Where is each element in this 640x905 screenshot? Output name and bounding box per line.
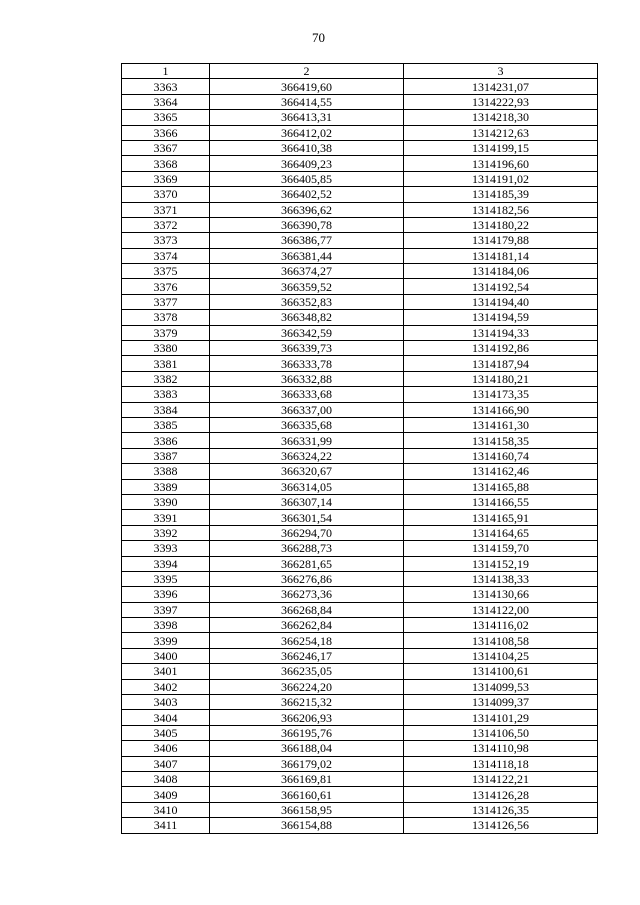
table-row: [122, 787, 598, 802]
cell-x-coordinate: 366333,78: [210, 356, 404, 371]
cell-y-coordinate: 1314185,39: [404, 187, 598, 202]
table-body: [122, 79, 598, 833]
cell-x-coordinate: 366276,86: [210, 571, 404, 586]
cell-point-number: 3387: [122, 448, 210, 463]
cell-y-coordinate: 1314194,40: [404, 294, 598, 309]
cell-point-number: 3382: [122, 371, 210, 386]
cell-x-coordinate: 366307,14: [210, 494, 404, 509]
cell-x-coordinate: 366281,65: [210, 556, 404, 571]
cell-x-coordinate: 366405,85: [210, 171, 404, 186]
cell-point-number: 3393: [122, 541, 210, 556]
cell-x-coordinate: 366337,00: [210, 402, 404, 417]
cell-point-number: 3375: [122, 264, 210, 279]
table-row: [122, 802, 598, 817]
cell-y-coordinate: 1314187,94: [404, 356, 598, 371]
table-row: [122, 94, 598, 109]
cell-point-number: 3371: [122, 202, 210, 217]
cell-y-coordinate: 1314138,33: [404, 571, 598, 586]
table-row: [122, 264, 598, 279]
cell-point-number: 3363: [122, 79, 210, 94]
cell-y-coordinate: 1314158,35: [404, 433, 598, 448]
cell-y-coordinate: 1314100,61: [404, 664, 598, 679]
table-row: [122, 725, 598, 740]
cell-y-coordinate: 1314179,88: [404, 233, 598, 248]
cell-x-coordinate: 366332,88: [210, 371, 404, 386]
cell-x-coordinate: 366324,22: [210, 448, 404, 463]
table-header-row: [122, 64, 598, 79]
table-row: [122, 417, 598, 432]
page-number-container: [0, 31, 640, 45]
table-row: [122, 433, 598, 448]
cell-point-number: 3384: [122, 402, 210, 417]
cell-x-coordinate: 366314,05: [210, 479, 404, 494]
cell-y-coordinate: 1314165,88: [404, 479, 598, 494]
table-row: [122, 110, 598, 125]
cell-x-coordinate: 366396,62: [210, 202, 404, 217]
cell-point-number: 3380: [122, 341, 210, 356]
cell-point-number: 3406: [122, 741, 210, 756]
cell-point-number: 3401: [122, 664, 210, 679]
cell-point-number: 3385: [122, 417, 210, 432]
table-row: [122, 341, 598, 356]
cell-point-number: 3381: [122, 356, 210, 371]
cell-x-coordinate: 366390,78: [210, 217, 404, 232]
cell-y-coordinate: 1314166,90: [404, 402, 598, 417]
table-row: [122, 371, 598, 386]
cell-x-coordinate: 366179,02: [210, 756, 404, 771]
cell-point-number: 3366: [122, 125, 210, 140]
cell-point-number: 3402: [122, 679, 210, 694]
cell-point-number: 3399: [122, 633, 210, 648]
table-row: [122, 510, 598, 525]
table-header: [122, 64, 598, 79]
table-row: [122, 571, 598, 586]
cell-x-coordinate: 366359,52: [210, 279, 404, 294]
cell-point-number: 3408: [122, 771, 210, 786]
table-row: [122, 140, 598, 155]
cell-x-coordinate: 366288,73: [210, 541, 404, 556]
cell-x-coordinate: 366381,44: [210, 248, 404, 263]
cell-y-coordinate: 1314191,02: [404, 171, 598, 186]
cell-x-coordinate: 366246,17: [210, 648, 404, 663]
cell-point-number: 3377: [122, 294, 210, 309]
table-row: [122, 679, 598, 694]
cell-y-coordinate: 1314180,22: [404, 217, 598, 232]
table-row: [122, 648, 598, 663]
cell-y-coordinate: 1314126,56: [404, 818, 598, 833]
cell-x-coordinate: 366215,32: [210, 695, 404, 710]
cell-x-coordinate: 366331,99: [210, 433, 404, 448]
cell-y-coordinate: 1314166,55: [404, 494, 598, 509]
cell-y-coordinate: 1314164,65: [404, 525, 598, 540]
cell-point-number: 3368: [122, 156, 210, 171]
cell-y-coordinate: 1314162,46: [404, 464, 598, 479]
table-row: [122, 664, 598, 679]
header-cell-x-coordinate: 2: [210, 64, 404, 79]
header-cell-y-coordinate: 3: [404, 64, 598, 79]
table-row: [122, 325, 598, 340]
cell-x-coordinate: 366160,61: [210, 787, 404, 802]
table-row: [122, 587, 598, 602]
cell-point-number: 3392: [122, 525, 210, 540]
cell-x-coordinate: 366374,27: [210, 264, 404, 279]
cell-y-coordinate: 1314122,00: [404, 602, 598, 617]
table-row: [122, 556, 598, 571]
table-row: [122, 479, 598, 494]
cell-x-coordinate: 366268,84: [210, 602, 404, 617]
cell-point-number: 3376: [122, 279, 210, 294]
cell-y-coordinate: 1314218,30: [404, 110, 598, 125]
cell-y-coordinate: 1314108,58: [404, 633, 598, 648]
cell-y-coordinate: 1314196,60: [404, 156, 598, 171]
cell-point-number: 3386: [122, 433, 210, 448]
cell-y-coordinate: 1314126,35: [404, 802, 598, 817]
cell-y-coordinate: 1314194,59: [404, 310, 598, 325]
cell-point-number: 3409: [122, 787, 210, 802]
cell-x-coordinate: 366339,73: [210, 341, 404, 356]
cell-x-coordinate: 366206,93: [210, 710, 404, 725]
cell-y-coordinate: 1314181,14: [404, 248, 598, 263]
coordinates-table: [121, 63, 598, 834]
cell-x-coordinate: 366169,81: [210, 771, 404, 786]
cell-point-number: 3379: [122, 325, 210, 340]
cell-y-coordinate: 1314180,21: [404, 371, 598, 386]
cell-point-number: 3397: [122, 602, 210, 617]
cell-y-coordinate: 1314152,19: [404, 556, 598, 571]
cell-y-coordinate: 1314104,25: [404, 648, 598, 663]
cell-x-coordinate: 366348,82: [210, 310, 404, 325]
table-row: [122, 294, 598, 309]
cell-point-number: 3372: [122, 217, 210, 232]
table-row: [122, 402, 598, 417]
cell-point-number: 3390: [122, 494, 210, 509]
table-row: [122, 618, 598, 633]
cell-y-coordinate: 1314212,63: [404, 125, 598, 140]
table-row: [122, 125, 598, 140]
cell-x-coordinate: 366414,55: [210, 94, 404, 109]
cell-y-coordinate: 1314182,56: [404, 202, 598, 217]
cell-point-number: 3407: [122, 756, 210, 771]
table-row: [122, 310, 598, 325]
cell-point-number: 3400: [122, 648, 210, 663]
table-row: [122, 387, 598, 402]
table-row: [122, 818, 598, 833]
cell-y-coordinate: 1314173,35: [404, 387, 598, 402]
cell-y-coordinate: 1314099,37: [404, 695, 598, 710]
cell-x-coordinate: 366195,76: [210, 725, 404, 740]
cell-x-coordinate: 366412,02: [210, 125, 404, 140]
table-row: [122, 756, 598, 771]
table-row: [122, 187, 598, 202]
cell-x-coordinate: 366409,23: [210, 156, 404, 171]
cell-point-number: 3378: [122, 310, 210, 325]
cell-x-coordinate: 366352,83: [210, 294, 404, 309]
cell-point-number: 3396: [122, 587, 210, 602]
cell-point-number: 3410: [122, 802, 210, 817]
table-row: [122, 233, 598, 248]
cell-y-coordinate: 1314118,18: [404, 756, 598, 771]
table-row: [122, 525, 598, 540]
cell-point-number: 3394: [122, 556, 210, 571]
cell-x-coordinate: 366158,95: [210, 802, 404, 817]
cell-y-coordinate: 1314184,06: [404, 264, 598, 279]
table-row: [122, 633, 598, 648]
cell-point-number: 3411: [122, 818, 210, 833]
cell-point-number: 3367: [122, 140, 210, 155]
cell-point-number: 3389: [122, 479, 210, 494]
cell-x-coordinate: 366320,67: [210, 464, 404, 479]
cell-point-number: 3374: [122, 248, 210, 263]
cell-x-coordinate: 366188,04: [210, 741, 404, 756]
table-row: [122, 79, 598, 94]
table-row: [122, 771, 598, 786]
table-row: [122, 279, 598, 294]
cell-y-coordinate: 1314101,29: [404, 710, 598, 725]
table-row: [122, 217, 598, 232]
table-row: [122, 448, 598, 463]
table-row: [122, 541, 598, 556]
table-row: [122, 356, 598, 371]
cell-x-coordinate: 366273,36: [210, 587, 404, 602]
cell-y-coordinate: 1314116,02: [404, 618, 598, 633]
cell-x-coordinate: 366410,38: [210, 140, 404, 155]
cell-y-coordinate: 1314160,74: [404, 448, 598, 463]
table-row: [122, 695, 598, 710]
table-row: [122, 156, 598, 171]
cell-x-coordinate: 366154,88: [210, 818, 404, 833]
cell-x-coordinate: 366386,77: [210, 233, 404, 248]
cell-y-coordinate: 1314194,33: [404, 325, 598, 340]
table-row: [122, 602, 598, 617]
cell-point-number: 3369: [122, 171, 210, 186]
cell-x-coordinate: 366262,84: [210, 618, 404, 633]
cell-x-coordinate: 366333,68: [210, 387, 404, 402]
cell-y-coordinate: 1314192,54: [404, 279, 598, 294]
cell-y-coordinate: 1314231,07: [404, 79, 598, 94]
cell-point-number: 3398: [122, 618, 210, 633]
cell-point-number: 3370: [122, 187, 210, 202]
cell-x-coordinate: 366294,70: [210, 525, 404, 540]
cell-x-coordinate: 366413,31: [210, 110, 404, 125]
cell-y-coordinate: 1314110,98: [404, 741, 598, 756]
cell-y-coordinate: 1314130,66: [404, 587, 598, 602]
table-row: [122, 741, 598, 756]
cell-point-number: 3403: [122, 695, 210, 710]
table-row: [122, 171, 598, 186]
cell-point-number: 3391: [122, 510, 210, 525]
cell-point-number: 3404: [122, 710, 210, 725]
table-row: [122, 464, 598, 479]
cell-x-coordinate: 366301,54: [210, 510, 404, 525]
cell-x-coordinate: 366254,18: [210, 633, 404, 648]
cell-y-coordinate: 1314159,70: [404, 541, 598, 556]
cell-point-number: 3373: [122, 233, 210, 248]
cell-y-coordinate: 1314222,93: [404, 94, 598, 109]
cell-x-coordinate: 366235,05: [210, 664, 404, 679]
cell-y-coordinate: 1314161,30: [404, 417, 598, 432]
cell-y-coordinate: 1314165,91: [404, 510, 598, 525]
cell-point-number: 3388: [122, 464, 210, 479]
page-number: 70: [312, 30, 325, 45]
cell-point-number: 3405: [122, 725, 210, 740]
cell-point-number: 3395: [122, 571, 210, 586]
cell-point-number: 3364: [122, 94, 210, 109]
cell-y-coordinate: 1314126,28: [404, 787, 598, 802]
table-row: [122, 202, 598, 217]
table-row: [122, 248, 598, 263]
cell-point-number: 3365: [122, 110, 210, 125]
table-row: [122, 494, 598, 509]
header-cell-point-number: 1: [122, 64, 210, 79]
cell-y-coordinate: 1314199,15: [404, 140, 598, 155]
cell-x-coordinate: 366419,60: [210, 79, 404, 94]
cell-y-coordinate: 1314099,53: [404, 679, 598, 694]
cell-x-coordinate: 366335,68: [210, 417, 404, 432]
cell-y-coordinate: 1314122,21: [404, 771, 598, 786]
cell-x-coordinate: 366402,52: [210, 187, 404, 202]
cell-x-coordinate: 366224,20: [210, 679, 404, 694]
cell-point-number: 3383: [122, 387, 210, 402]
table-row: [122, 710, 598, 725]
cell-x-coordinate: 366342,59: [210, 325, 404, 340]
cell-y-coordinate: 1314106,50: [404, 725, 598, 740]
cell-y-coordinate: 1314192,86: [404, 341, 598, 356]
